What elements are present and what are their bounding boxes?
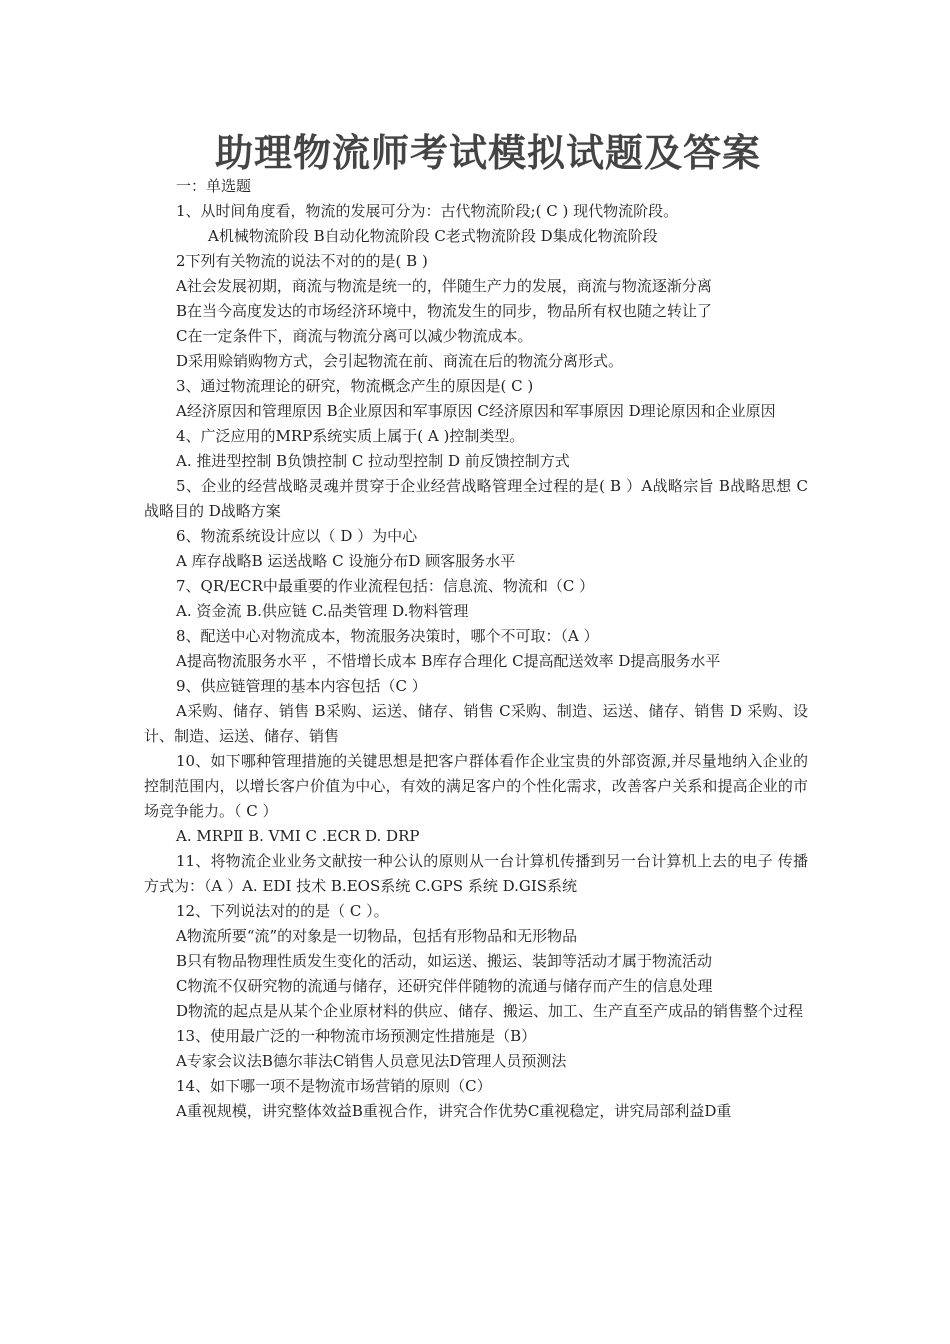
question-5: 5、企业的经营战略灵魂并贯穿于企业经营战略管理全过程的是( B ）A战略宗旨 B战略思想 C战略目的 D战略方案 (144, 477, 808, 520)
question-2: 2下列有关物流的说法不对的的是( B ) (176, 252, 428, 270)
question-9: 9、供应链管理的基本内容包括（C ） (176, 677, 427, 695)
question-7-options: A. 资金流 B.供应链 C.品类管理 D.物料管理 (176, 602, 469, 620)
question-2-option-a: A社会发展初期，商流与物流是统一的，伴随生产力的发展，商流与物流逐渐分离 (176, 277, 712, 295)
question-12-option-d: D物流的起点是从某个企业原材料的供应、储存、搬运、加工、生产直至产成品的销售整个过程 (176, 1002, 804, 1020)
question-14-options: A重视规模，讲究整体效益B重视合作，讲究合作优势C重视稳定，讲究局部利益D重 (176, 1102, 732, 1120)
question-11: 11、将物流企业业务文献按一种公认的原则从一台计算机传播到另一台计算机上去的电子 传播方式为：（A ）A. EDI 技术 B.EOS系统 C.GPS 系统 D.GIS系统 (144, 852, 808, 895)
question-13: 13、使用最广泛的一种物流市场预测定性措施是（B） (176, 1027, 537, 1045)
question-10-options: A. MRPⅡ B. VMI C .ECR D. DRP (176, 827, 420, 845)
question-12: 12、下列说法对的的是（ C ）。 (176, 902, 389, 920)
question-4: 4、广泛应用的MRP系统实质上属于( A )控制类型。 (176, 427, 525, 445)
question-1: 1、从时间角度看，物流的发展可分为：古代物流阶段;( C ) 现代物流阶段。 (176, 202, 679, 220)
question-12-option-b: B只有物品物理性质发生变化的活动，如运送、搬运、装卸等活动才属于物流活动 (176, 952, 713, 970)
question-1-options: A机械物流阶段 B自动化物流阶段 C老式物流阶段 D集成化物流阶段 (208, 227, 658, 245)
question-13-options: A专家会议法B德尔菲法C销售人员意见法D管理人员预测法 (176, 1052, 567, 1070)
section-heading: 一：单选题 (176, 177, 252, 195)
question-7: 7、QR/ECR中最重要的作业流程包括：信息流、物流和（C ） (176, 577, 595, 595)
question-6: 6、物流系统设计应以（ D ）为中心 (176, 527, 418, 545)
question-10: 10、如下哪种管理措施的关键思想是把客户群体看作企业宝贵的外部资源,并尽量地纳入企业的控制范围内，以增长客户价值为中心，有效的满足客户的个性化需求，改善客户关系和提高企业的市场竞争能力。（ C ） (144, 752, 808, 820)
question-2-option-c: C在一定条件下，商流与物流分离可以减少物流成本。 (176, 327, 533, 345)
question-2-option-b: B在当今高度发达的市场经济环境中，物流发生的同步，物品所有权也随之转让了 (176, 302, 713, 320)
question-12-option-c: C物流不仅研究物的流通与储存，还研究伴伴随物的流通与储存而产生的信息处理 (176, 977, 713, 995)
question-2-option-d: D采用赊销购物方式，会引起物流在前、商流在后的物流分离形式。 (176, 352, 624, 370)
question-3: 3、通过物流理论的研究，物流概念产生的原因是( C ) (176, 377, 534, 395)
question-12-option-a: A物流所要“流”的对象是一切物品，包括有形物品和无形物品 (176, 927, 578, 945)
question-3-options: A经济原因和管理原因 B企业原因和军事原因 C经济原因和军事原因 D理论原因和企业原因 (176, 402, 776, 420)
question-4-options: A. 推进型控制 B负馈控制 C 拉动型控制 D 前反馈控制方式 (176, 452, 570, 470)
question-8-options: A提高物流服务水平 ，不惜增长成本 B库存合理化 C提高配送效率 D提高服务水平 (176, 652, 721, 670)
question-6-options: A 库存战略B 运送战略 C 设施分布D 顾客服务水平 (176, 552, 516, 570)
question-14: 14、如下哪一项不是物流市场营销的原则（C） (176, 1077, 492, 1095)
question-8: 8、配送中心对物流成本，物流服务决策时，哪个不可取：（A ） (176, 627, 599, 645)
question-9-options: A采购、储存、销售 B采购、运送、储存、销售 C采购、制造、运送、储存、销售 D 采购、设计、制造、运送、储存、销售 (144, 702, 808, 745)
document-title: 助理物流师考试模拟试题及答案 (214, 131, 761, 175)
document-body (144, 174, 808, 1124)
